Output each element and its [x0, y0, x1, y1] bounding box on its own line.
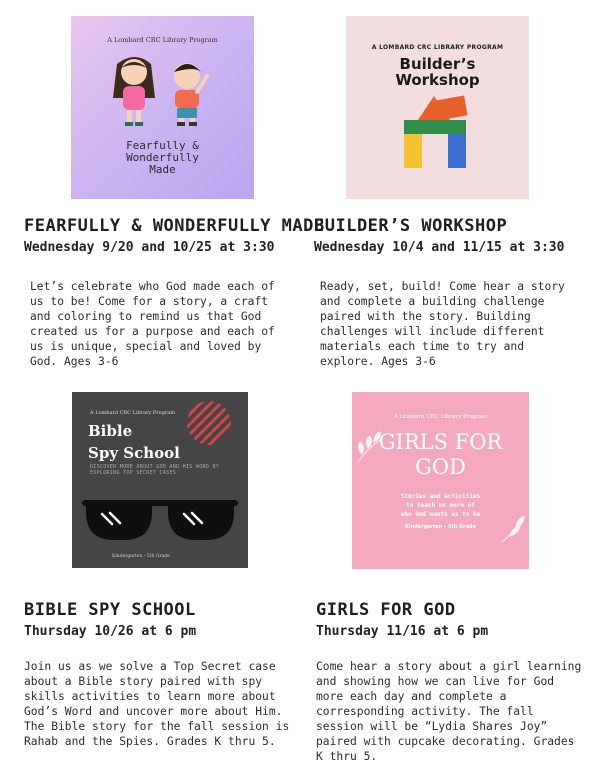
image-caption: Builder’s Workshop: [395, 55, 480, 89]
event-schedule: Wednesday 9/20 and 10/25 at 3:30: [24, 240, 275, 255]
red-circle-decoration: [72, 392, 248, 568]
event-image-fearfully-wonderfully: [71, 16, 254, 199]
event-image-builders-workshop: [346, 16, 529, 199]
image-caption: Bible Spy School: [88, 422, 180, 462]
event-title: GIRLS FOR GOD: [316, 600, 456, 620]
event-title: FEARFULLY & WONDERFULLY MADE: [24, 216, 325, 236]
image-caption: GIRLS FOR GOD: [378, 430, 503, 479]
event-image-bible-spy-school: [72, 392, 248, 568]
event-schedule: Thursday 11/16 at 6 pm: [316, 624, 489, 639]
building-blocks-icon: [346, 16, 529, 199]
image-grade-label: Kindergarten - 5th Grade: [112, 554, 170, 559]
event-description: Ready, set, build! Come hear a story and complete a building challenge paired with the story. Building challenges will include different materials each time to try and explore. Ages 3-6: [320, 280, 565, 368]
event-schedule: Thursday 10/26 at 6 pm: [24, 624, 197, 639]
event-title: BUILDER’S WORKSHOP: [314, 216, 508, 236]
image-program-label: A Lombard CRC Library Program: [393, 414, 488, 420]
image-subtitle: Stories and activities to teach us more of who God wants us to be: [400, 493, 481, 518]
image-subtitle: DISCOVER MORE ABOUT GOD AND HIS WORD BY EXPLORING TOP SECRET CASES: [90, 464, 220, 476]
event-image-girls-for-god: [352, 392, 529, 569]
image-program-label: A Lombard CRC Library Program: [90, 410, 176, 416]
image-program-label: A LOMBARD CRC LIBRARY PROGRAM: [371, 44, 504, 51]
event-title: BIBLE SPY SCHOOL: [24, 600, 196, 620]
image-grade-label: Kindergarten - 5th Grade: [405, 524, 476, 530]
event-description: Let’s celebrate who God made each of us to be! Come for a story, a craft and coloring to remind us that God created us for a purpose and each of us is unique, special and loved by God. Ages 3-6: [30, 280, 275, 368]
image-program-label: A Lombard CRC Library Program: [107, 36, 218, 44]
event-schedule: Wednesday 10/4 and 11/15 at 3:30: [314, 240, 565, 255]
event-description: Come hear a story about a girl learning and showing how we can live for God more each day and complete a corresponding activity. The fall session will be “Lydia Shares Joy” paired with cupcake decorating. Grades K thru 5.: [316, 660, 582, 763]
event-description: Join us as we solve a Top Secret case about a Bible story paired with spy skills activities to learn more about God’s Word and uncover more about Him. The Bible story for the fall session is Rahab and the Spies. Grades K thru 5.: [24, 660, 290, 748]
image-caption: Fearfully & Wonderfully Made: [126, 139, 199, 176]
